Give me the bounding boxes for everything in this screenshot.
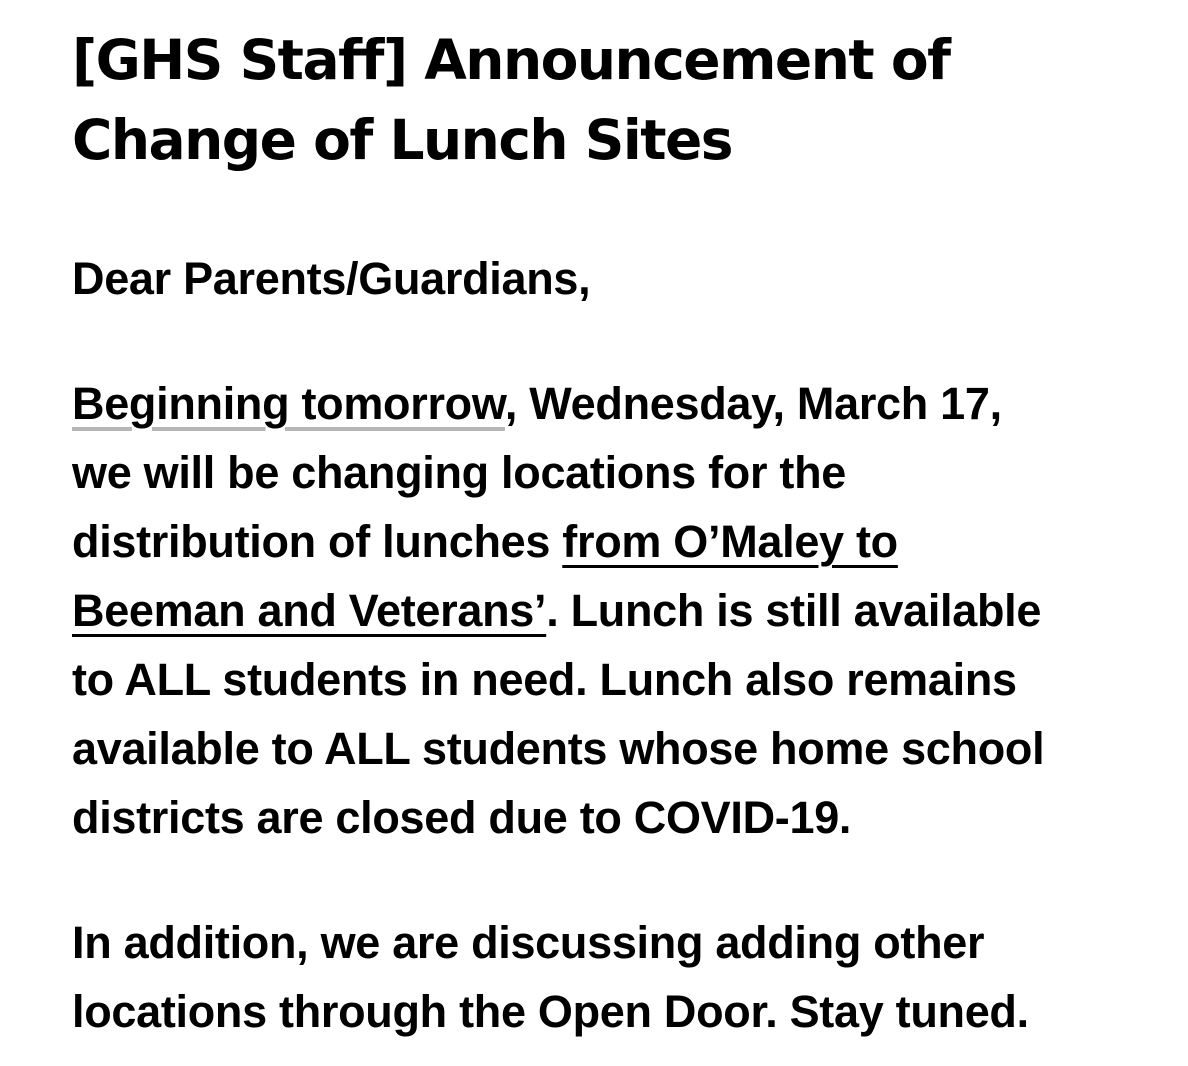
text-run: . Lunch is still available bbox=[546, 585, 1042, 636]
body-line: available to ALL students whose home school bbox=[72, 723, 1045, 774]
paragraph-additional-locations bbox=[72, 908, 1164, 1046]
body-line: districts are closed due to COVID-19. bbox=[72, 792, 852, 843]
underlined-beginning-tomorrow: Beginning tomorrow bbox=[72, 378, 505, 429]
text-run: distribution of lunches bbox=[72, 516, 563, 567]
body-line bbox=[72, 507, 1164, 576]
body-line: we will be changing locations for the bbox=[72, 447, 846, 498]
underlined-from-omaley-to: from O’Maley to bbox=[562, 516, 898, 567]
title-line-2: Change of Lunch Sites bbox=[72, 108, 733, 172]
body-line bbox=[72, 576, 1164, 645]
underlined-beeman-and-veterans: Beeman and Veterans’ bbox=[72, 585, 547, 636]
body-line: locations through the Open Door. Stay tuned. bbox=[72, 986, 1029, 1037]
page-title bbox=[72, 20, 1164, 180]
paragraph-location-change bbox=[72, 369, 1164, 852]
body-line: to ALL students in need. Lunch also remains bbox=[72, 654, 1017, 705]
text-run: , Wednesday, March 17, bbox=[504, 378, 1002, 429]
body-line bbox=[72, 369, 1164, 438]
salutation-text: Dear Parents/Guardians, bbox=[72, 253, 591, 304]
body-line: In addition, we are discussing adding other bbox=[72, 917, 985, 968]
salutation bbox=[72, 244, 1164, 313]
title-line-1: [GHS Staff] Announcement of bbox=[72, 28, 950, 92]
